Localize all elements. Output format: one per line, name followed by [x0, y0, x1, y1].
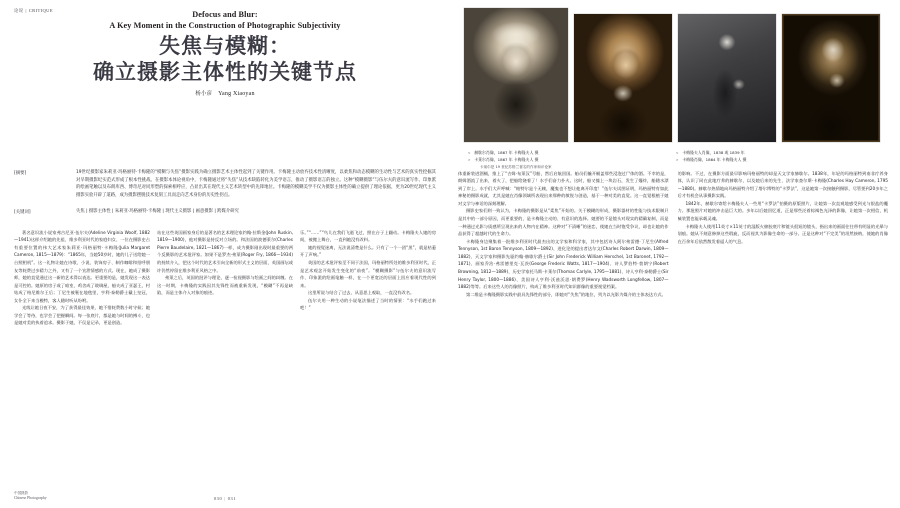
paragraph: 英国的艺术批评家至不同于法国，玛格丽特所处的维多利亚时代，正是艺术观念开始发生变化的“前夜”。“模糊摄影”与伍尔夫的意识流写作、印象派的绘画笔触一样，在一个更宽泛的层面上回应着现代性的到来。 [300, 260, 436, 289]
paragraph: 伍尔夫用一种生动的小说笔法描述了当时的情景：“水手们跑过来吧！” [300, 298, 436, 312]
title-cn-line2: 确立摄影主体性的关键节点 [93, 59, 357, 84]
page-number-separator: | [224, 496, 226, 501]
left-column-2 [157, 230, 293, 412]
paragraph: 卡梅隆身边聚集着一批维多利亚时代最杰出的文学家和科学家，其中包括诗人阿尔弗雷德·丁尼生(Alfred Tennyson, 1st Baron Tennyson, 1809—1892)、进化论的提出者达尔文(Charles Robert Darwin, 1809—1882)、天文学家和摄影先驱约翰·赫歇尔爵士(Sir John Frederick William Herschel, 1st Baronet, 1792—1871)、画家乔治·弗雷德里克·瓦茨(George Frederic Watts, 1817—1904)、诗人罗伯特·勃朗宁(Robert Browning, 1812—1889)、历史学家托马斯·卡莱尔(Thomas Carlyle, 1795—1881)、诗人亨利·泰勒爵士(Sir Henry Taylor, 1800—1886)、美国诗人亨利·沃兹沃思·朗费罗(Henry Wadsworth Longfellow, 1807—1882)等等。后来这些人的肖像照片，构成了维多利亚时代知识群像的重要视觉档案。 [458, 239, 669, 291]
page-number [0, 496, 450, 501]
author-name-cn: 杨小彦 [195, 91, 213, 98]
caption-group-2 [676, 149, 876, 171]
right-page [450, 0, 900, 508]
paragraph: 1842年，赫歇尔寄给卡梅隆夫人一些用“卡罗法”拍摄的原版照片，让她第一次直观地感受到光与银盐的魔力。那批照片对她的冲击是巨大的。多年以后她回忆道，正是那些泛着棕褐色光泽的影像，让她第一次相信，机械装置也能承载灵魂。 [677, 201, 888, 223]
title-en-line1: Defocus and Blur: [192, 10, 258, 19]
photo-portrait-carlyle [574, 14, 672, 142]
paragraph: 的影响。不过，在摄影方面最早影响玛格丽特的却是天文学家赫歇尔。1838年，年轻的玛格丽特到南非疗养身体，认识了同在此地疗养的赫歇尔，以及她后来的先生、法学家查尔斯·卡梅隆(Charles Hay Cameron, 1795—1880)。赫歇尔热情地向玛格丽特介绍了塔尔博特的“卡罗法”，这是她第一次接触到摄影，尽管要到20多年之后才有机会从事摄影实践。 [677, 171, 888, 200]
keywords-text: 失焦 | 摄影主体性 | 朱莉亚·玛格丽特·卡梅隆 | 现代主义摄影 | 画意摄影 | 跨媒介研究 [76, 209, 239, 215]
caption-note: 卡莱尔是 19 世纪苏格兰著名的作家和评论家 [480, 164, 552, 169]
caption-text: 赫歇尔肖像，1867 年 卡梅隆夫人 摄 [474, 150, 539, 155]
paragraph: 光线让她日夜不安，为了获得最佳效果，她不惜耗费数小时守候；她学会了等待，也学会了把握瞬间。每一张底片，都是她与时间的搏斗，也是她对美的执着追求。摄影于她，不仅是记录，更是创造。 [14, 306, 150, 327]
caption-text: 卡梅隆夫人肖像，1838 或 1839 年 [682, 150, 745, 155]
caption-line [676, 149, 876, 156]
paragraph: 第二维是卡梅隆摄影实践中最具先锋性的部分，即她对“失焦”的地位，列为以光影为媒介的主体表达方式。 [466, 292, 666, 298]
title-block [14, 9, 436, 97]
running-head-en: CRITIQUE [28, 8, 54, 13]
paragraph: 乐。”“……”“鸟儿在我们飞逝飞过，照在台子上翻动。卡梅隆夫人她的房间，被搬上舞台，一直到她没有改料。 [300, 230, 436, 244]
abstract-label: [摘要] [14, 171, 27, 177]
running-head-cn: 论说 [14, 9, 24, 14]
keywords-label: [关键词] [14, 210, 31, 216]
abstract-block [14, 169, 436, 199]
paragraph: 卡梅隆夫人使用11英寸×11英寸的湿版火棉胶底片和镜头很短的镜头，指出来的画面往往带有明显的光晕与划痕。她从不刻意修掉这些瑕疵，反而视其为影像生命的一部分。正是这种对“不完美”的坦然接纳，使她的肖像在百余年后依然散发着逼人的气息。 [677, 224, 888, 245]
keywords-block [14, 208, 436, 215]
right-column-2 [678, 171, 889, 426]
footer-brand-cn: 中国摄影 [14, 490, 29, 495]
photo-portrait-cameron [782, 14, 880, 142]
caption-line [676, 156, 876, 163]
paragraph: 著名意识流小说家弗吉尼亚·伍尔夫(Adeline Virginia Woolf, 1882—1941)这样介绍她的先祖、维多利亚时代的家庭妇女、一位在摄影史占有重要位置的伟大艺术家朱莉亚·玛格丽特·卡梅隆(Julia Margaret Cameron, 1815—1879)：“1865年，当她50岁时，她的儿子送给她一台照相机”。这一礼物让她在诗歌、小说、装饰房子、制作咖啡和招呼朋友等耗费过多精力之外，又有了一个宣泄情感的方式。现在，她成了摄影师，她的直觉通过这一新的艺术得以表达。更重要的是，她发现这一表达是可控的。她原的房子或了暗室，鸡舍成了玻璃屋，船夫成了亚瑟王，村姑成了格尼维尔王后；丁尼生被裹在地毯里，亨利·泰勒爵士戴上皇冠，女仆全下来当模特，客人随时听从吩咐。 [14, 230, 150, 304]
title-en-line2: A Key Moment in the Construction of Photographic Subjectivity [109, 21, 341, 31]
footer-brand-en: Chinese Photography [14, 496, 47, 501]
caption-line [468, 156, 668, 163]
caret-left-icon: < [676, 150, 679, 155]
paragraph: 摄影史家们则一致认为，卡梅隆的摄影是从“柔焦”开始的。关于模糊的形成，摄影器材的性能与技术限制只是其中的一部分原因，而更重要的，是卡梅隆主动的、有意识的选择。她要的不是镜头对现实的精确复制，而是一种通过光影与质感所呈现出来的人物内在精神。这种对“不清晰”的迷恋，使她在当时饱受争议，却也让她的作品获得了超越时代的生命力。 [458, 209, 669, 238]
title-cn-line1: 失焦与模糊： [159, 34, 291, 59]
caption-text: 卡莱尔肖像，1867 年 卡梅隆夫人 摄 [474, 157, 539, 163]
paragraph: 这里所说与结合了过去，从意思上观取，一直没有改名。 [308, 291, 415, 297]
paragraph: 弗莱之后，英国的批评与理论，逐一检视摄影与绘画之间的纠缠。在这一时期，卡梅隆的实践因其先锋性而被重新发现，“模糊”不再是缺陷，而是主体介入对象的痕迹。 [157, 276, 293, 297]
caption-row [468, 149, 888, 171]
byline [14, 89, 436, 97]
left-column-3 [300, 230, 436, 412]
page-number-right: 031 [227, 496, 237, 501]
author-name-en: Yang Xiaoyan [218, 91, 255, 98]
right-column-1 [458, 171, 669, 426]
photo-strip [464, 8, 888, 142]
abstract-text: 19世纪摄影家朱莉亚·玛格丽特·卡梅隆的“模糊与失焦”摄影实践为确立摄影艺术主体性起到了关键作用。卡梅隆主动放弃技术性清晰度，以柔焦和动态模糊的生动性与艺术的真实性挖掘其对早期摄影纪实范式形成了根本性挑战。在摄影本体论视角中，卡梅隆通过将“失焦”从技术缺陷转化为美学语言，推动了摄影语言的独立。这种“模糊摄影”与伍尔夫的意识流写作、印象派的绘画笔触以及布朗库西、博奇尼对同形塑的探索相呼应，凸显出其在现代主义艺术转型中的先锋地位。卡梅隆的模糊美学不仅为摄影主体性的确立提供了理论依据，更为20世纪现代主义摄影实验开辟了道路，成为摄影摆脱技术复刻工具而走向艺术身份的历史性拐点。 [76, 170, 436, 198]
running-head-separator: | [25, 8, 27, 13]
left-column-1 [14, 230, 150, 412]
paragraph: 站在这些英国画家身后的是著名的艺术理论家约翰·拉斯金(John Ruskin, 1819—1900)，他对摄影是持反对立场的。和法国的波德莱尔(Charles Pierre Baudelaire, 1821—1867)一样，成为摄影刚出现时最重要的两个反摄影的艺术批评家。如果不是罗杰·弗莱(Roger Fry, 1866—1934)的持续介入，把这个时代的艺术引向全新的形式主义的层面，英国画坛或许仍然停留在维多利亚风格之中。 [157, 230, 293, 274]
paragraph: 她的视觉迷离，无法说清楚是什么。只有了一个一团“黑”，就是枯萎开了声响。” [300, 245, 436, 259]
caption-text: 卡梅隆肖像，1864 年 卡梅隆夫人 摄 [682, 157, 747, 163]
photo-portrait-herschel [464, 8, 568, 142]
caret-right-icon: > [468, 157, 471, 163]
right-body-columns [458, 171, 888, 426]
caret-left-icon: < [468, 150, 471, 155]
page-number-left: 030 [213, 496, 223, 501]
caption-group-1 [468, 149, 668, 171]
left-body-columns [14, 230, 436, 412]
caret-right-icon: > [676, 157, 679, 163]
photo-portrait-woman-standing [678, 14, 776, 142]
caption-line [468, 149, 668, 156]
paragraph: 体重新装进酒桶，推上了“吉姆·布莱汉”号船，然后启航回国。船员们撬开桶盖那些浸泡过尸体的酒。不幸的是，朗姆酒流了出来，着火了，把船给烧着了！水手们奋力扑火。这时，船又撞上一块岩石，发生了爆炸，船随水漂到了岸上。水手们大声呼喊：“帕特尔是个无赖，魔鬼也不想让他离开印度！”伍尔夫试图证明，玛格丽特有如此神秘的摄影成就，尤其是她在肖像领域所表现出来那种的敏锐与创造，基于一种对美的直觉。这一直觉根植于她对文学与神话的深刻理解。 [458, 171, 669, 207]
